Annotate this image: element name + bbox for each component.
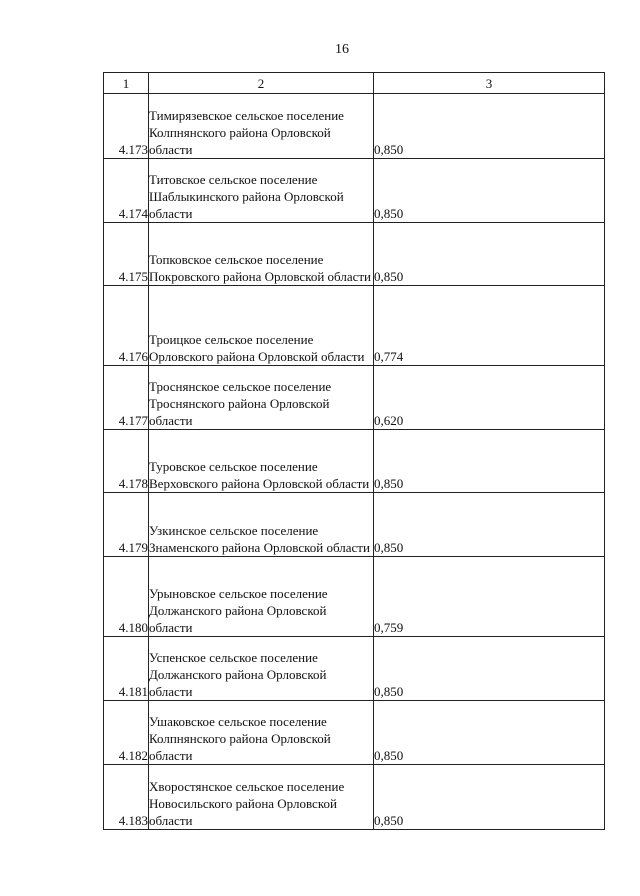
coefficient-value: 0,850 <box>374 94 605 159</box>
table-row <box>104 493 605 557</box>
settlement-name: Туровское сельское поселение Верховского района Орловской области <box>149 430 374 493</box>
coefficient-value: 0,850 <box>374 637 605 701</box>
row-number: 4.174 <box>104 159 149 223</box>
coefficient-value: 0,850 <box>374 493 605 557</box>
column-header-name: 2 <box>149 73 374 94</box>
row-number: 4.182 <box>104 701 149 765</box>
settlement-name: Хворостянское сельское поселение Новосильского района Орловской области <box>149 765 374 830</box>
row-number: 4.177 <box>104 366 149 430</box>
settlement-name: Топковское сельское поселение Покровского района Орловской области <box>149 223 374 286</box>
coefficient-value: 0,850 <box>374 701 605 765</box>
row-number: 4.179 <box>104 493 149 557</box>
coefficient-value: 0,759 <box>374 557 605 637</box>
row-number: 4.176 <box>104 286 149 366</box>
row-number: 4.180 <box>104 557 149 637</box>
settlement-name: Узкинское сельское поселение Знаменского района Орловской области <box>149 493 374 557</box>
settlement-name: Троснянское сельское поселение Троснянского района Орловской области <box>149 366 374 430</box>
row-number: 4.178 <box>104 430 149 493</box>
table-row <box>104 701 605 765</box>
row-number: 4.183 <box>104 765 149 830</box>
settlement-name: Титовское сельское поселение Шаблыкинского района Орловской области <box>149 159 374 223</box>
table-row <box>104 366 605 430</box>
page-number: 16 <box>335 42 349 57</box>
data-table <box>103 72 605 830</box>
settlement-name: Урыновское сельское поселение Должанского района Орловской области <box>149 557 374 637</box>
row-number: 4.181 <box>104 637 149 701</box>
table-row <box>104 765 605 830</box>
settlement-name: Тимирязевское сельское поселение Колпнянского района Орловской области <box>149 94 374 159</box>
settlement-name: Ушаковское сельское поселение Колпнянского района Орловской области <box>149 701 374 765</box>
coefficient-value: 0,620 <box>374 366 605 430</box>
settlement-name: Успенское сельское поселение Должанского района Орловской области <box>149 637 374 701</box>
table-row <box>104 557 605 637</box>
column-header-value: 3 <box>374 73 605 94</box>
settlement-name: Троицкое сельское поселение Орловского района Орловской области <box>149 286 374 366</box>
table-row <box>104 430 605 493</box>
table-row <box>104 223 605 286</box>
coefficient-value: 0,850 <box>374 765 605 830</box>
table-row <box>104 286 605 366</box>
coefficient-value: 0,774 <box>374 286 605 366</box>
coefficient-value: 0,850 <box>374 223 605 286</box>
table-row <box>104 159 605 223</box>
coefficient-value: 0,850 <box>374 430 605 493</box>
header-row <box>104 73 605 94</box>
column-header-number: 1 <box>104 73 149 94</box>
table-row <box>104 94 605 159</box>
table-row <box>104 637 605 701</box>
row-number: 4.175 <box>104 223 149 286</box>
row-number: 4.173 <box>104 94 149 159</box>
coefficient-value: 0,850 <box>374 159 605 223</box>
